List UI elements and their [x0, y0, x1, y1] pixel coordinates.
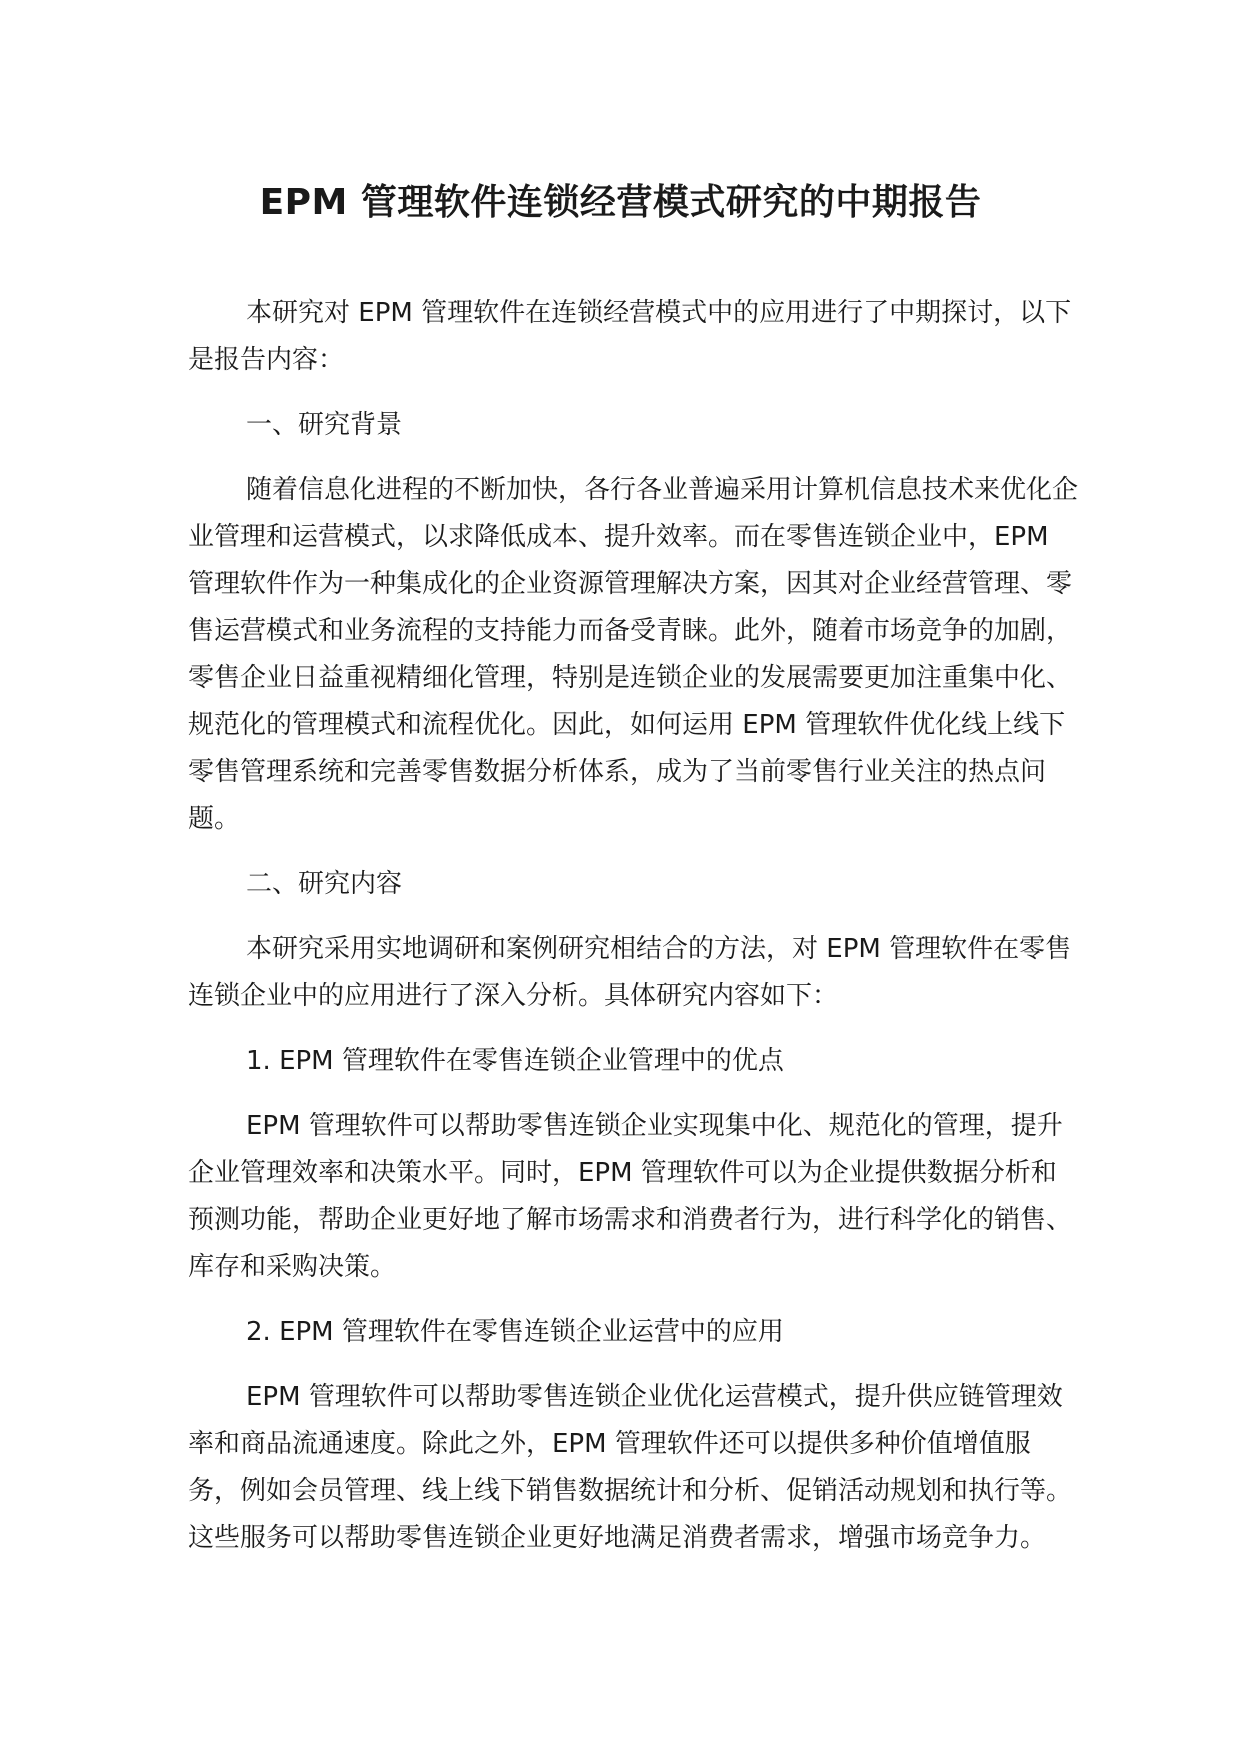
background-paragraph: 随着信息化进程的不断加快，各行各业普遍采用计算机信息技术来优化企业管理和运营模式，以求降低成本、提升效率。而在零售连锁企业中，EPM 管理软件作为一种集成化的企业资源管理解决方案，因其对企业经营管理、零售运营模式和业务流程的支持能力而备受青睐。此外，随着市场竞争的加剧，零售企业日益重视精细化管理，特别是连锁企业的发展需要更加注重集中化、规范化的管理模式和流程优化。因此，如何运用 EPM 管理软件优化线上线下零售管理系统和完善零售数据分析体系，成为了当前零售行业关注的热点问题。 — [188, 475, 1079, 834]
subsection-heading-advantages: 1. EPM 管理软件在零售连锁企业管理中的优点 — [246, 1046, 784, 1076]
intro-paragraph: 本研究对 EPM 管理软件在连锁经营模式中的应用进行了中期探讨，以下是报告内容： — [188, 298, 1072, 375]
document-title: EPM 管理软件连锁经营模式研究的中期报告 — [259, 182, 982, 223]
subsection-heading-operations: 2. EPM 管理软件在零售连锁企业运营中的应用 — [246, 1317, 784, 1347]
document-body — [188, 290, 1078, 1580]
section-heading-background: 一、研究背景 — [246, 410, 403, 440]
section-heading-content: 二、研究内容 — [246, 869, 403, 899]
operations-paragraph: EPM 管理软件可以帮助零售连锁企业优化运营模式，提升供应链管理效率和商品流通速度。除此之外，EPM 管理软件还可以提供多种价值增值服务，例如会员管理、线上线下销售数据统计和分析、促销活动规划和执行等。这些服务可以帮助零售连锁企业更好地满足消费者需求，增强市场竞争力。 — [188, 1382, 1073, 1553]
content-paragraph: 本研究采用实地调研和案例研究相结合的方法，对 EPM 管理软件在零售连锁企业中的应用进行了深入分析。具体研究内容如下： — [188, 934, 1072, 1011]
advantages-paragraph: EPM 管理软件可以帮助零售连锁企业实现集中化、规范化的管理，提升企业管理效率和决策水平。同时，EPM 管理软件可以为企业提供数据分析和预测功能，帮助企业更好地了解市场需求和消费者行为，进行科学化的销售、库存和采购决策。 — [188, 1111, 1073, 1282]
